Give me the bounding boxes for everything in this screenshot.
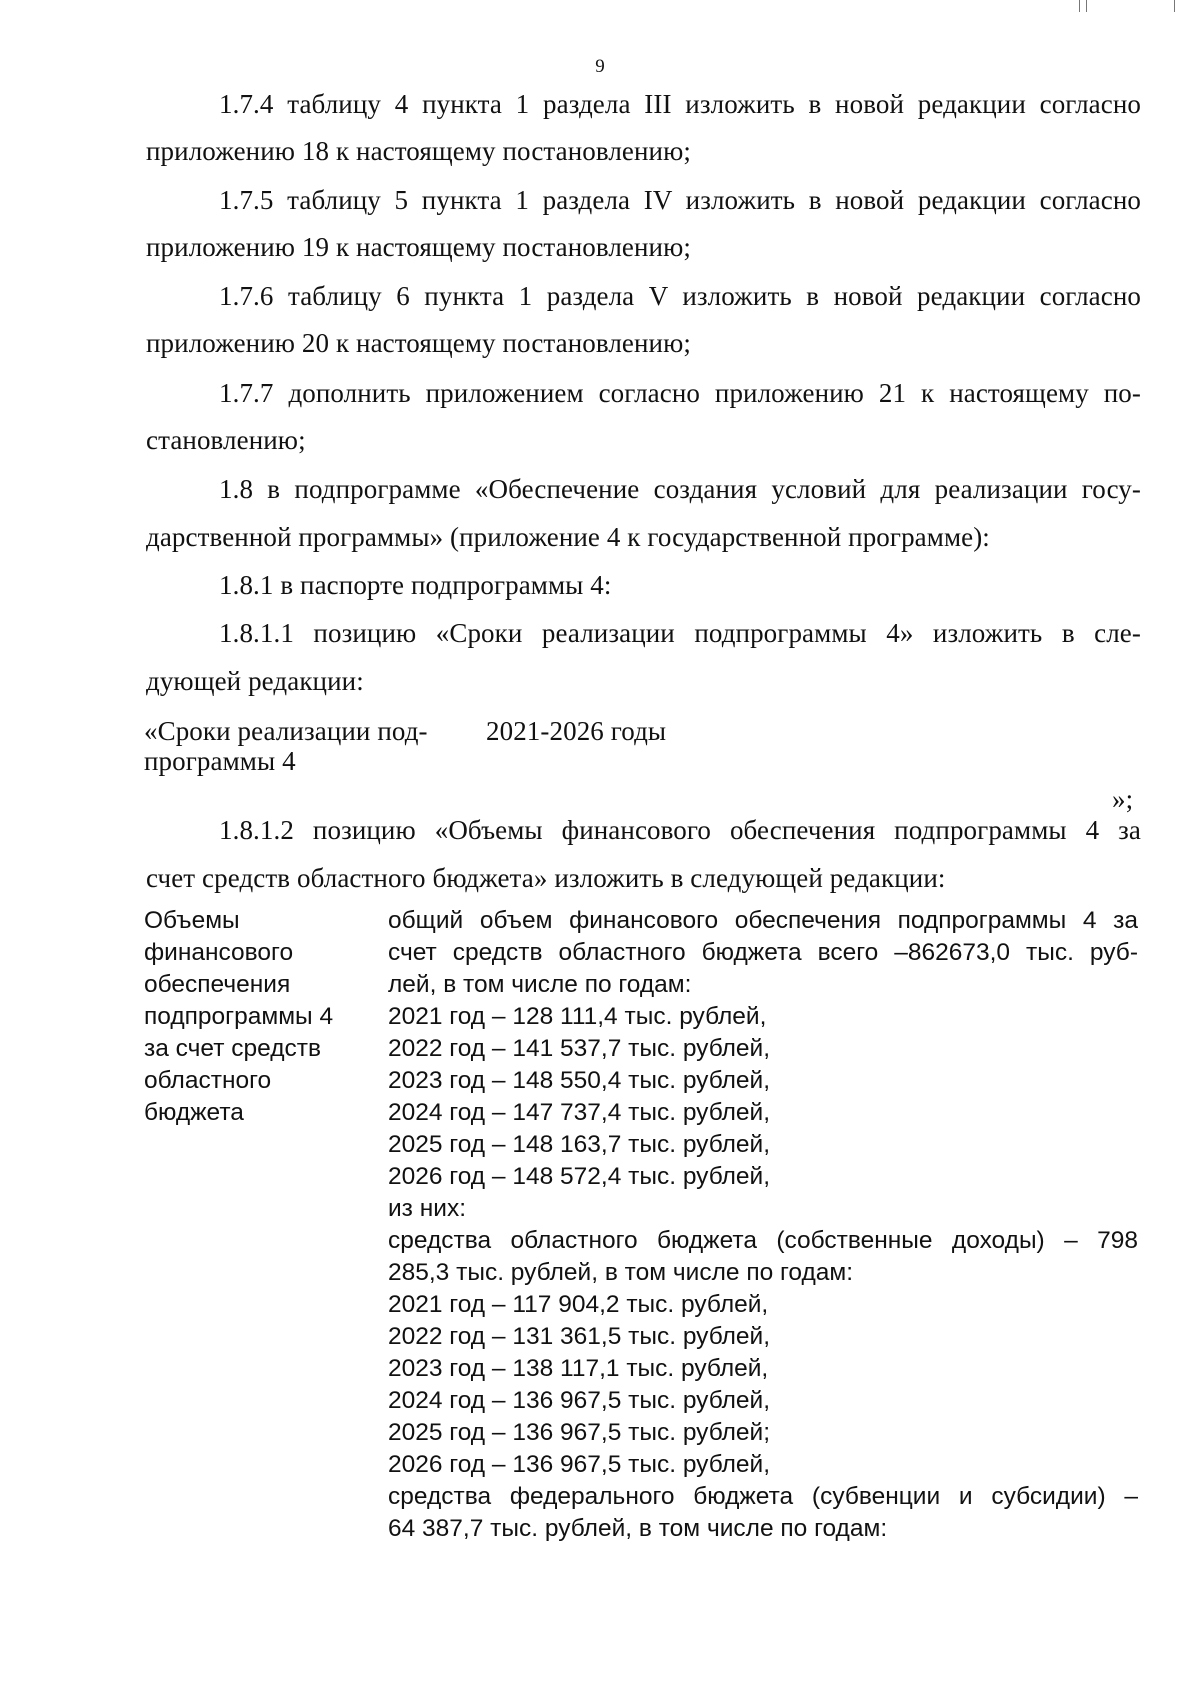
term-label-line-2: программы 4 xyxy=(144,746,296,776)
paragraph-1-7-4-line-1: 1.7.4 таблицу 4 пункта 1 раздела III изложить в новой редакции согласно xyxy=(219,89,1141,119)
funding-value-line: средства областного бюджета (собственные доходы) – 798 xyxy=(388,1227,1138,1254)
scan-artifact-mark xyxy=(1174,0,1175,12)
funding-label-line: подпрограммы 4 xyxy=(144,1003,334,1030)
funding-year-line: 2025 год – 148 163,7 тыс. рублей, xyxy=(388,1131,771,1158)
paragraph-1-8-1-2-line-1: 1.8.1.2 позицию «Объемы финансового обеспечения подпрограммы 4 за xyxy=(219,815,1141,845)
paragraph-1-8-1-2-line-2: счет средств областного бюджета» изложить в следующей редакции: xyxy=(146,863,946,893)
funding-year-line: 2026 год – 148 572,4 тыс. рублей, xyxy=(388,1163,771,1190)
funding-label-line: бюджета xyxy=(144,1099,244,1126)
funding-label-line: за счет средств xyxy=(144,1035,321,1062)
funding-label-line: финансового xyxy=(144,939,294,966)
paragraph-1-8-1-1-line-1: 1.8.1.1 позицию «Сроки реализации подпрограммы 4» изложить в сле- xyxy=(219,618,1141,648)
funding-value-line: лей, в том числе по годам: xyxy=(388,971,692,998)
funding-value-line: из них: xyxy=(388,1195,466,1222)
funding-value-line: средства федерального бюджета (субвенции и субсидии) – xyxy=(388,1483,1138,1510)
paragraph-1-7-6-line-1: 1.7.6 таблицу 6 пункта 1 раздела V изложить в новой редакции согласно xyxy=(219,281,1141,311)
funding-value-line: счет средств областного бюджета всего –862673,0 тыс. руб- xyxy=(388,939,1138,966)
funding-value-line: 285,3 тыс. рублей, в том числе по годам: xyxy=(388,1259,854,1286)
paragraph-1-7-5-line-1: 1.7.5 таблицу 5 пункта 1 раздела IV изложить в новой редакции согласно xyxy=(219,185,1141,215)
page-number: 9 xyxy=(595,56,605,77)
funding-label-line: обеспечения xyxy=(144,971,291,998)
funding-year-line: 2026 год – 136 967,5 тыс. рублей, xyxy=(388,1451,771,1478)
paragraph-1-7-5-line-2: приложению 19 к настоящему постановлению; xyxy=(146,232,691,262)
paragraph-1-7-4-line-2: приложению 18 к настоящему постановлению; xyxy=(146,136,691,166)
funding-label-line: областного xyxy=(144,1067,272,1094)
funding-year-line: 2025 год – 136 967,5 тыс. рублей; xyxy=(388,1419,771,1446)
term-label-line-1: «Сроки реализации под- xyxy=(144,716,428,746)
paragraph-1-8-1-1-line-2: дующей редакции: xyxy=(146,666,364,696)
funding-year-line: 2022 год – 141 537,7 тыс. рублей, xyxy=(388,1035,771,1062)
funding-value-line: общий объем финансового обеспечения подпрограммы 4 за xyxy=(388,907,1138,934)
funding-value-column xyxy=(388,905,1138,1545)
funding-label-column xyxy=(144,905,364,1129)
funding-year-line: 2021 год – 128 111,4 тыс. рублей, xyxy=(388,1003,767,1030)
funding-year-line: 2023 год – 148 550,4 тыс. рублей, xyxy=(388,1067,771,1094)
paragraph-1-7-7-line-1: 1.7.7 дополнить приложением согласно приложению 21 к настоящему по- xyxy=(219,378,1141,408)
paragraph-1-8-line-1: 1.8 в подпрограмме «Обеспечение создания условий для реализации госу- xyxy=(219,474,1141,504)
term-closing-quote: »; xyxy=(1112,784,1134,814)
funding-value-line: 64 387,7 тыс. рублей, в том числе по годам: xyxy=(388,1515,888,1542)
paragraph-1-7-6-line-2: приложению 20 к настоящему постановлению; xyxy=(146,328,691,358)
funding-label-line: Объемы xyxy=(144,907,240,934)
paragraph-1-8-line-2: дарственной программы» (приложение 4 к государственной программе): xyxy=(146,522,990,552)
funding-year-line: 2021 год – 117 904,2 тыс. рублей, xyxy=(388,1291,769,1318)
funding-year-line: 2024 год – 147 737,4 тыс. рублей, xyxy=(388,1099,771,1126)
scan-artifact-mark xyxy=(1079,0,1080,12)
term-value: 2021-2026 годы xyxy=(486,716,667,746)
paragraph-1-7-7-line-2: становлению; xyxy=(146,425,306,455)
scan-artifact-mark xyxy=(1086,0,1087,12)
paragraph-1-8-1: 1.8.1 в паспорте подпрограммы 4: xyxy=(219,570,612,600)
funding-year-line: 2023 год – 138 117,1 тыс. рублей, xyxy=(388,1355,769,1382)
funding-year-line: 2024 год – 136 967,5 тыс. рублей, xyxy=(388,1387,771,1414)
funding-year-line: 2022 год – 131 361,5 тыс. рублей, xyxy=(388,1323,771,1350)
